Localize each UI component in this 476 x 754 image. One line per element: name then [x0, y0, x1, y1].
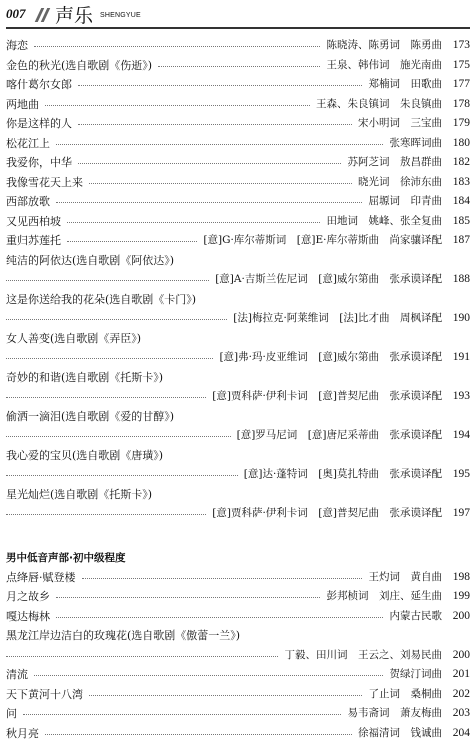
toc-entry: [6, 685, 470, 705]
entry-title: 这是你送给我的花朵(选自歌剧《卡门》): [6, 292, 197, 306]
entry-credits: [意]弗·玛·皮亚维词 [意]威尔第曲 张承谟译配: [219, 351, 442, 363]
page-header: [6, 0, 470, 30]
entry-credits: 彭邦桢词 刘庄、延生曲: [326, 590, 442, 602]
slash-ornament-icon: [36, 8, 50, 22]
toc-entry: [6, 426, 470, 446]
entry-title: 喀什葛尔女郎: [6, 78, 72, 91]
toc-entry: [6, 153, 470, 173]
dotted-leader: [6, 514, 206, 515]
entry-credits: 苏阿芝词 敖昌群曲: [347, 156, 442, 168]
entry-page: 177: [452, 78, 470, 90]
entry-page: 179: [452, 117, 470, 129]
entry-credits: 王灼词 黄自曲: [368, 570, 442, 583]
entry-title: 金色的秋光(选自歌剧《伤逝》): [6, 58, 153, 72]
toc-entry: [6, 192, 470, 212]
entry-meta: [369, 568, 471, 588]
toc-entry: [6, 290, 470, 310]
dotted-leader: [34, 675, 383, 676]
entry-page: 190: [452, 312, 470, 324]
toc-entry: [6, 724, 470, 744]
dotted-leader: [34, 46, 320, 47]
entry-credits: 郑楠词 田歌曲: [368, 78, 442, 90]
entry-credits: 内蒙古民歌: [389, 609, 442, 622]
entry-credits: [意]罗马尼词 [意]唐尼采蒂曲 张承谟译配: [236, 429, 442, 441]
entry-title: 月之故乡: [6, 590, 50, 603]
dotted-leader: [67, 241, 197, 242]
entry-meta: [215, 270, 470, 290]
dotted-leader: [6, 656, 278, 657]
toc-entry: [6, 251, 470, 271]
dotted-leader: [56, 144, 383, 145]
entry-page: 191: [452, 351, 470, 363]
entry-meta: [212, 504, 470, 524]
toc-entry: [6, 368, 470, 388]
entry-meta: [316, 95, 470, 115]
toc-entry: [6, 134, 470, 154]
entry-meta: [285, 646, 471, 666]
entry-credits: [意]贾科萨·伊利卡词 [意]普契尼曲 张承谟译配: [212, 390, 442, 402]
entry-credits: 陈晓涛、陈勇词 陈勇曲: [326, 39, 442, 51]
entry-meta: [358, 114, 470, 134]
entry-page: 197: [452, 507, 470, 519]
dotted-leader: [45, 105, 310, 106]
entry-title: 我爱你，中华: [6, 156, 72, 169]
entry-meta: [327, 36, 471, 56]
dotted-leader: [6, 319, 227, 320]
entry-credits: [意]达·蓬特词 [奥]莫扎特曲 张承谟译配: [243, 468, 442, 480]
section-heading: 男中低音声部·初中级程度: [6, 551, 126, 564]
entry-page: 182: [452, 156, 470, 168]
entry-title: 你是这样的人: [6, 117, 72, 130]
entry-credits: 徐福清词 钱诚曲: [358, 726, 442, 739]
dotted-leader: [78, 124, 352, 125]
entry-meta: [237, 426, 470, 446]
entry-meta: [327, 56, 471, 76]
entry-page: 175: [452, 58, 470, 71]
entry-title: 纯洁的阿依达(选自歌剧《阿依达》): [6, 253, 175, 267]
entry-page: 185: [452, 214, 470, 227]
dotted-leader: [56, 597, 320, 598]
toc-entry: [6, 329, 470, 349]
toc-entry: [6, 407, 470, 427]
entry-meta: [369, 685, 471, 705]
section-title-en: SHENGYUE: [100, 12, 141, 19]
entry-credits: [法]梅拉克·阿莱维词 [法]比才曲 周枫译配: [233, 312, 442, 324]
section-title-cn: 声乐: [55, 5, 94, 27]
entry-credits: 屈塬词 印青曲: [368, 195, 442, 207]
dotted-leader: [6, 280, 209, 281]
entry-page: 187: [452, 234, 470, 246]
entry-credits: 了止词 桑桐曲: [368, 687, 442, 700]
entry-credits: 王泉、韩伟词 施光南曲: [326, 58, 442, 71]
entry-title: 我像雪花天上来: [6, 175, 83, 189]
entry-meta: [348, 153, 471, 173]
dotted-leader: [45, 734, 352, 735]
entry-page: 198: [452, 570, 470, 583]
entry-meta: [390, 134, 471, 154]
entry-page: 183: [452, 175, 470, 188]
toc-entry: [6, 465, 470, 485]
entry-page: 194: [452, 429, 470, 441]
entry-title: 秋月亮: [6, 726, 39, 740]
entry-page: 203: [452, 707, 470, 719]
entry-meta: [358, 173, 470, 193]
dotted-leader: [23, 714, 341, 715]
dotted-leader: [56, 617, 383, 618]
entry-meta: [203, 231, 470, 251]
entry-meta: [358, 724, 470, 744]
entry-credits: 晓光词 徐沛东曲: [358, 175, 442, 188]
toc-entry: [6, 231, 470, 251]
entry-title: 两地曲: [6, 97, 39, 111]
toc-entry: [6, 173, 470, 193]
entry-title: 海恋: [6, 39, 28, 52]
entry-page: 188: [452, 273, 470, 285]
entry-title: 问: [6, 707, 17, 720]
entry-meta: [390, 607, 471, 627]
dotted-leader: [67, 222, 320, 223]
dotted-leader: [82, 578, 362, 579]
dotted-leader: [89, 695, 362, 696]
entry-credits: 王森、朱良镇词 朱良镇曲: [316, 97, 442, 110]
toc-entry: [6, 704, 470, 724]
entry-title: 嘎达梅林: [6, 609, 50, 623]
entry-title: 星光灿烂(选自歌剧《托斯卡》): [6, 487, 153, 501]
entry-meta: [233, 309, 470, 329]
entry-title: 西部放歌: [6, 195, 50, 208]
dotted-leader: [6, 475, 238, 476]
entry-credits: [意]A·吉斯兰佐尼词 [意]威尔第曲 张承谟译配: [215, 273, 442, 285]
entry-meta: [327, 212, 471, 232]
entry-page: 204: [452, 726, 470, 739]
dotted-leader: [78, 85, 362, 86]
entry-title: 又见西柏坡: [6, 214, 61, 228]
entry-title: 奇妙的和谐(选自歌剧《托斯卡》): [6, 370, 164, 384]
dotted-leader: [6, 397, 206, 398]
entry-title: 黑龙江岸边洁白的玫瑰花(选自歌剧《傲蕾一兰》): [6, 629, 241, 642]
entry-meta: [390, 665, 471, 685]
entry-page: 202: [452, 687, 470, 700]
toc-entry: [6, 504, 470, 524]
entry-title: 点绛唇·赋登楼: [6, 570, 76, 584]
entry-page: 200: [452, 648, 470, 661]
toc-entry: [6, 270, 470, 290]
entry-title: 清流: [6, 668, 28, 681]
toc-entry: [6, 646, 470, 666]
entry-page: 199: [452, 590, 470, 602]
toc-entry: [6, 114, 470, 134]
dotted-leader: [78, 163, 341, 164]
entry-credits: 易韦斋词 萧友梅曲: [347, 707, 442, 719]
entry-title: 偷洒一滴泪(选自歌剧《爱的甘醇》): [6, 409, 175, 423]
entry-credits: [意]G·库尔蒂斯词 [意]E·库尔蒂斯曲 尚家骧译配: [203, 234, 442, 246]
entry-page: 180: [452, 136, 470, 149]
toc-list-soprano: [6, 36, 470, 524]
entry-credits: 张寒晖词曲: [389, 136, 442, 149]
toc-entry: [6, 56, 470, 76]
entry-page: 173: [452, 39, 470, 51]
toc-entry: [6, 607, 470, 627]
entry-credits: 田地词 姚峰、张全复曲: [326, 214, 442, 227]
toc-entry: [6, 75, 470, 95]
toc-entry: [6, 626, 470, 646]
entry-credits: 贺绿汀词曲: [389, 668, 442, 680]
toc-entry: [6, 568, 470, 588]
dotted-leader: [6, 358, 213, 359]
entry-page: 193: [452, 390, 470, 402]
entry-meta: [327, 587, 471, 607]
page-number: 007: [6, 6, 26, 21]
dotted-leader: [56, 202, 362, 203]
toc-entry: [6, 212, 470, 232]
entry-credits: [意]贾科萨·伊利卡词 [意]普契尼曲 张承谟译配: [212, 507, 442, 519]
toc-entry: [6, 485, 470, 505]
entry-title: 重归苏莲托: [6, 234, 61, 247]
entry-page: 195: [452, 468, 470, 480]
section-gap: [6, 524, 470, 548]
entry-page: 200: [452, 609, 470, 622]
toc-entry: [6, 309, 470, 329]
toc-entry: [6, 446, 470, 466]
toc-entry: [6, 587, 470, 607]
entry-meta: [212, 387, 470, 407]
entry-title: 女人善变(选自歌剧《弄臣》): [6, 331, 142, 345]
entry-title: 松花江上: [6, 136, 50, 150]
toc-entry: [6, 36, 470, 56]
toc-entry: [6, 387, 470, 407]
entry-title: 天下黄河十八湾: [6, 687, 83, 701]
toc-list-baritone: [6, 568, 470, 744]
entry-credits: 丁毅、田川词 王云之、刘易民曲: [284, 648, 442, 661]
toc-entry: [6, 665, 470, 685]
dotted-leader: [158, 66, 320, 67]
entry-meta: [369, 75, 471, 95]
entry-page: 201: [452, 668, 470, 680]
header-rule: [6, 27, 470, 29]
entry-meta: [244, 465, 470, 485]
entry-page: 178: [452, 97, 470, 110]
toc-entry: [6, 348, 470, 368]
entry-title: 我心爱的宝贝(选自歌剧《唐璜》): [6, 448, 164, 462]
dotted-leader: [6, 436, 231, 437]
entry-meta: [219, 348, 470, 368]
table-of-contents: [6, 36, 470, 743]
entry-page: 184: [452, 195, 470, 207]
entry-credits: 宋小明词 三宝曲: [358, 117, 442, 129]
toc-entry: [6, 95, 470, 115]
entry-meta: [369, 192, 471, 212]
dotted-leader: [89, 183, 352, 184]
entry-meta: [348, 704, 471, 724]
